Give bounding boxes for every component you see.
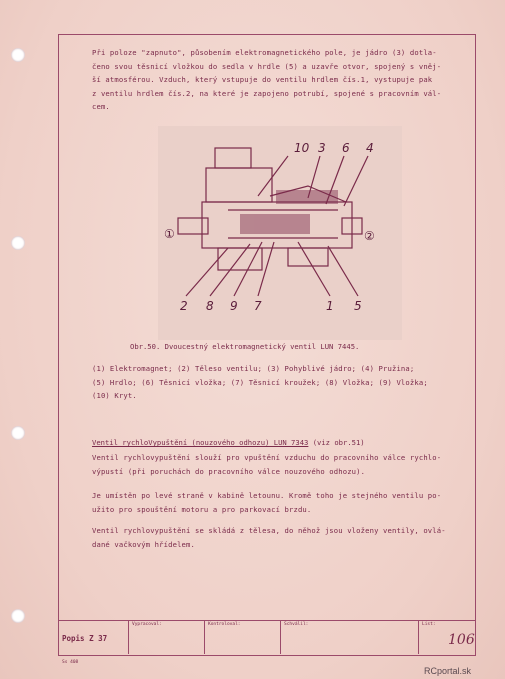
section-paragraph-2: Je umístěn po levé straně v kabině letounu. Kromě toho je stejného ventilu po- užito pro spouštění motoru a pro parkovací brzdu. [92, 491, 442, 514]
footer-cell-prepared: Vypracoval: [128, 620, 204, 654]
label-9: 9 [230, 299, 238, 313]
document-id: Popis Z 37 [62, 634, 108, 643]
punch-hole [11, 236, 25, 250]
label-port-2: ② [364, 229, 375, 243]
label-4: 4 [366, 141, 374, 155]
top-connector [215, 148, 251, 168]
footer-cell-checked: Kontroloval: [204, 620, 280, 654]
section-paragraph-1: Ventil rychlovypuštění slouží pro vpuštění vzduchu do pracovního válce rychlo- výpustí (při poruchách do pracovního válce nouzového odhozu). [92, 453, 442, 476]
section-paragraph-3: Ventil rychlovypuštění se skládá z tělesa, do něhož jsou vloženy ventily, ovlá- dané vačkovým hřídelem. [92, 526, 446, 549]
section-heading [92, 438, 365, 447]
label-7: 7 [254, 299, 262, 313]
label-3: 3 [318, 141, 326, 155]
label-10: 10 [294, 141, 310, 155]
punch-hole [11, 609, 25, 623]
footer-cell-sheet: List: [418, 620, 476, 654]
label-2: 2 [180, 299, 188, 313]
intro-paragraph: Při poloze "zapnuto", působením elektromagnetického pole, je jádro (3) dotla- čeno svou těsnicí vložkou do sedla v hrdle (5) a uzavře otvor, spojený s vněj- ší atmosférou. Vzduch, který vstupuje do ventilu hrdlem čís.1, vystupuje pak z ventilu hrdlem čís.2, na které je zapojeno potrubí, spojené s pracovním vál- cem. [92, 48, 442, 111]
form-stamp: Ss 408 [62, 660, 79, 665]
footer-cell-approved: Schválil: [280, 620, 418, 654]
punch-hole [11, 426, 25, 440]
valve-figure [158, 126, 402, 340]
figure-caption: Obr.50. Dvoucestný elektromagnetický ventil LUN 7445. [130, 342, 360, 351]
port-1 [178, 218, 208, 234]
label-8: 8 [206, 299, 214, 313]
figure-legend: (1) Elektromagnet; (2) Těleso ventilu; (3) Pohyblivé jádro; (4) Pružina; (5) Hrdlo; (6) Těsnicí vložka; (7) Těsnicí kroužek; (8) Vložka; (9) Vložka; (10) Kryt. [92, 364, 428, 400]
label-port-1: ① [164, 227, 175, 241]
page-number: 106 [448, 632, 475, 648]
watermark: RCportal.sk [424, 666, 472, 676]
label-6: 6 [342, 141, 350, 155]
punch-hole [11, 48, 25, 62]
valve-cross-section-drawing [158, 126, 402, 340]
label-5: 5 [354, 299, 362, 313]
section-heading-ref: (viz obr.51) [308, 438, 365, 447]
section-heading-title: Ventil rychloVypuštění (nouzového odhozu) LUN 7343 [92, 438, 309, 447]
label-1: 1 [326, 299, 334, 313]
